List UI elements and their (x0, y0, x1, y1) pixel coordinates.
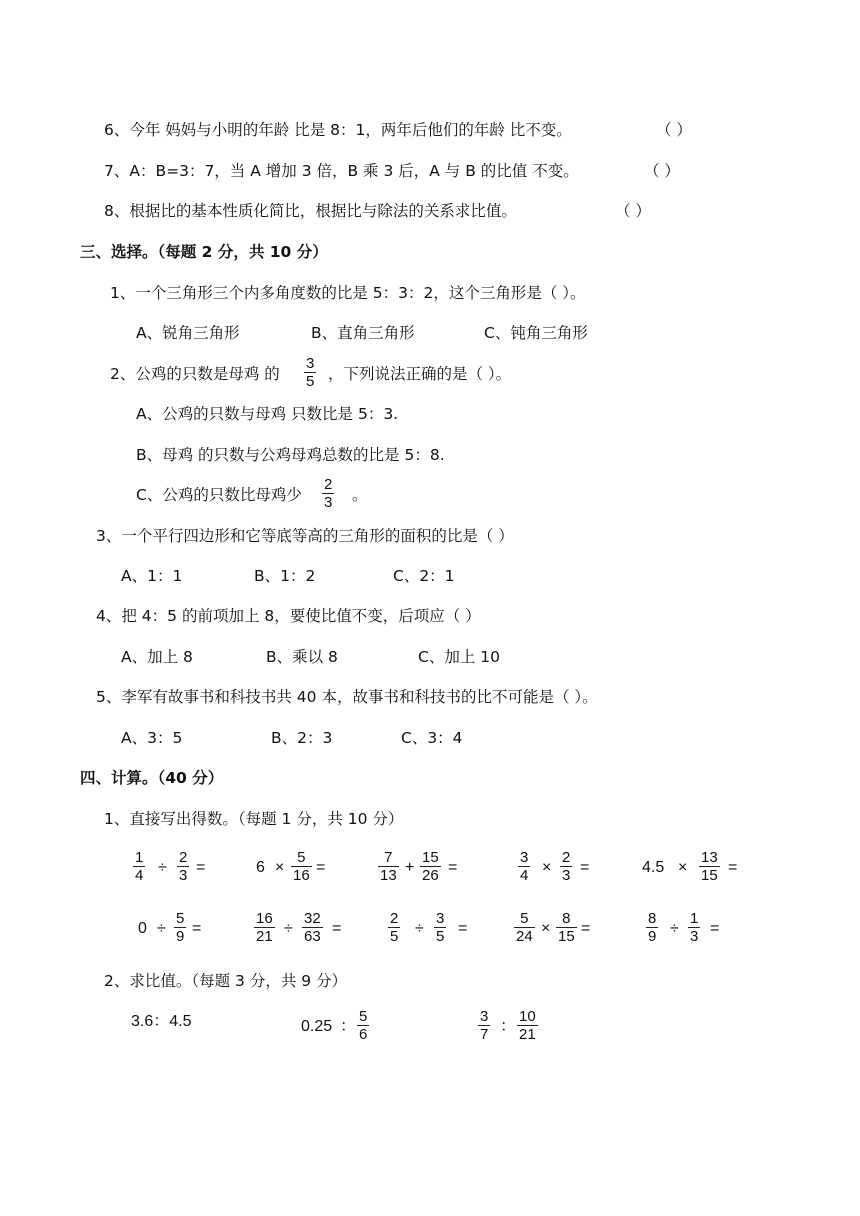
choice-q5-option-c: C、3：4 (401, 729, 463, 747)
ratio-colon: ： (500, 1018, 517, 1035)
operator: ÷ (157, 920, 166, 937)
judge-item-8 (104, 200, 517, 222)
fraction (434, 910, 446, 945)
denominator: 3 (690, 928, 699, 945)
numerator: 16 (256, 910, 273, 927)
choice-q1-option-c: C、钝角三角形 (484, 324, 588, 342)
numerator: 5 (359, 1008, 368, 1025)
fraction (304, 355, 316, 390)
fraction (174, 910, 186, 945)
fraction (378, 849, 399, 884)
section-3-title: 三、选择。（每题 2 分，共 10 分） (80, 243, 328, 261)
numerator: 1 (690, 910, 699, 927)
fraction (688, 910, 700, 945)
denominator: 9 (176, 928, 185, 945)
numerator: 8 (648, 910, 657, 927)
denominator: 15 (701, 867, 718, 884)
operator: × (541, 920, 551, 937)
numerator: 3 (436, 910, 445, 927)
operator: ÷ (158, 859, 167, 876)
choice-q2-stem-post: ，下列说法正确的是（ ）。 (328, 365, 512, 383)
calc-sub1-title: 1、直接写出得数。（每题 1 分，共 10 分） (104, 810, 404, 828)
fraction (133, 849, 145, 884)
numerator: 3 (306, 355, 315, 372)
fraction (560, 849, 572, 884)
choice-q1-stem: 1、一个三角形三个内多角度数的比是 5：3：2，这个三角形是（ ）。 (110, 284, 586, 302)
judge-item-text: 8、根据比的基本性质化简比，根据比与除法的关系求比值。 (104, 202, 517, 220)
numerator: 3 (480, 1008, 489, 1025)
fraction (517, 1008, 538, 1043)
denominator: 7 (480, 1026, 489, 1043)
operator: ÷ (415, 920, 424, 937)
fraction (514, 910, 535, 945)
choice-q1-option-b: B、直角三角形 (311, 324, 415, 342)
number: 0 (138, 920, 147, 937)
denominator: 16 (293, 867, 310, 884)
denominator: 3 (562, 867, 571, 884)
fraction (388, 910, 400, 945)
denominator: 21 (256, 928, 273, 945)
denominator: 26 (422, 867, 439, 884)
fraction (291, 849, 312, 884)
numerator: 13 (701, 849, 718, 866)
fraction (357, 1008, 369, 1043)
fraction (177, 849, 189, 884)
operator: + (405, 859, 415, 876)
choice-q5-option-b: B、2：3 (271, 729, 333, 747)
fraction (646, 910, 658, 945)
judge-item-6 (104, 119, 572, 141)
fraction (302, 910, 323, 945)
choice-q2-option-a: A、公鸡的只数与母鸡 只数比是 5：3. (136, 405, 399, 423)
denominator: 4 (135, 867, 144, 884)
numerator: 2 (390, 910, 399, 927)
equals-sign: = (316, 859, 326, 876)
choice-q4-stem: 4、把 4：5 的前项加上 8，要使比值不变，后项应（ ） (96, 607, 481, 625)
operator: × (678, 859, 688, 876)
denominator: 4 (520, 867, 529, 884)
denominator: 21 (519, 1026, 536, 1043)
operator: ÷ (284, 920, 293, 937)
judge-item-text: 7、A：B=3：7，当 A 增加 3 倍，B 乘 3 后，A 与 B 的比值 不变。 (104, 162, 579, 180)
equals-sign: = (192, 920, 202, 937)
choice-q4-option-b: B、乘以 8 (266, 648, 338, 666)
denominator: 15 (558, 928, 575, 945)
choice-q2-stem-pre: 2、公鸡的只数是母鸡 的 (110, 365, 280, 383)
answer-paren: （ ） (656, 121, 692, 139)
numerator: 2 (562, 849, 571, 866)
choice-q4-option-a: A、加上 8 (121, 648, 193, 666)
choice-q3-option-b: B、1：2 (254, 567, 316, 585)
fraction (322, 476, 334, 511)
fraction (254, 910, 275, 945)
equals-sign: = (458, 920, 468, 937)
denominator: 3 (179, 867, 188, 884)
numerator: 2 (179, 849, 188, 866)
judge-item-7 (104, 160, 579, 182)
choice-q2-option-c-post: 。 (352, 486, 368, 504)
number: 0.25 (301, 1018, 333, 1035)
choice-q3-option-a: A、1：1 (121, 567, 183, 585)
equals-sign: = (581, 920, 591, 937)
denominator: 3 (324, 494, 333, 511)
denominator: 5 (436, 928, 445, 945)
denominator: 5 (306, 373, 315, 390)
fraction (478, 1008, 490, 1043)
operator: × (275, 859, 285, 876)
calc-sub2-title: 2、求比值。（每题 3 分，共 9 分） (104, 972, 348, 990)
equals-sign: = (710, 920, 720, 937)
section-4-title: 四、计算。（40 分） (80, 769, 224, 787)
equals-sign: = (196, 859, 206, 876)
equals-sign: = (728, 859, 738, 876)
denominator: 13 (380, 867, 397, 884)
denominator: 6 (359, 1026, 368, 1043)
operator: × (542, 859, 552, 876)
numerator: 32 (304, 910, 321, 927)
numerator: 3 (520, 849, 529, 866)
equals-sign: = (580, 859, 590, 876)
equals-sign: = (332, 920, 342, 937)
denominator: 5 (390, 928, 399, 945)
numerator: 5 (291, 849, 312, 867)
equals-sign: = (448, 859, 458, 876)
number: 6 (256, 859, 265, 876)
operator: ÷ (670, 920, 679, 937)
fraction (699, 849, 720, 884)
choice-q5-stem: 5、李军有故事书和科技书共 40 本，故事书和科技书的比不可能是（ ）。 (96, 688, 598, 706)
numerator: 2 (324, 476, 333, 493)
ratio-1: 3.6：4.5 (131, 1013, 192, 1030)
answer-paren: （ ） (644, 162, 680, 180)
judge-item-text: 6、今年 妈妈与小明的年龄 比是 8：1，两年后他们的年龄 比不变。 (104, 121, 572, 139)
denominator: 63 (304, 928, 321, 945)
ratio-colon: ： (340, 1018, 357, 1035)
number: 4.5 (642, 859, 665, 876)
fraction (556, 910, 577, 945)
denominator: 24 (516, 928, 533, 945)
denominator: 9 (648, 928, 657, 945)
answer-paren: （ ） (615, 202, 651, 220)
numerator: 10 (519, 1008, 536, 1025)
fraction (420, 849, 441, 884)
choice-q2-option-c-pre: C、公鸡的只数比母鸡少 (136, 486, 302, 504)
fraction (518, 849, 530, 884)
choice-q4-option-c: C、加上 10 (418, 648, 500, 666)
choice-q5-option-a: A、3：5 (121, 729, 183, 747)
numerator: 7 (378, 849, 399, 867)
choice-q1-option-a: A、锐角三角形 (136, 324, 240, 342)
numerator: 5 (176, 910, 185, 927)
choice-q2-option-b: B、母鸡 的只数与公鸡母鸡总数的比是 5：8. (136, 446, 445, 464)
numerator: 1 (135, 849, 144, 866)
numerator: 15 (422, 849, 439, 866)
numerator: 8 (556, 910, 577, 928)
choice-q3-stem: 3、一个平行四边形和它等底等高的三角形的面积的比是（ ） (96, 527, 514, 545)
numerator: 5 (514, 910, 535, 928)
choice-q3-option-c: C、2：1 (393, 567, 455, 585)
